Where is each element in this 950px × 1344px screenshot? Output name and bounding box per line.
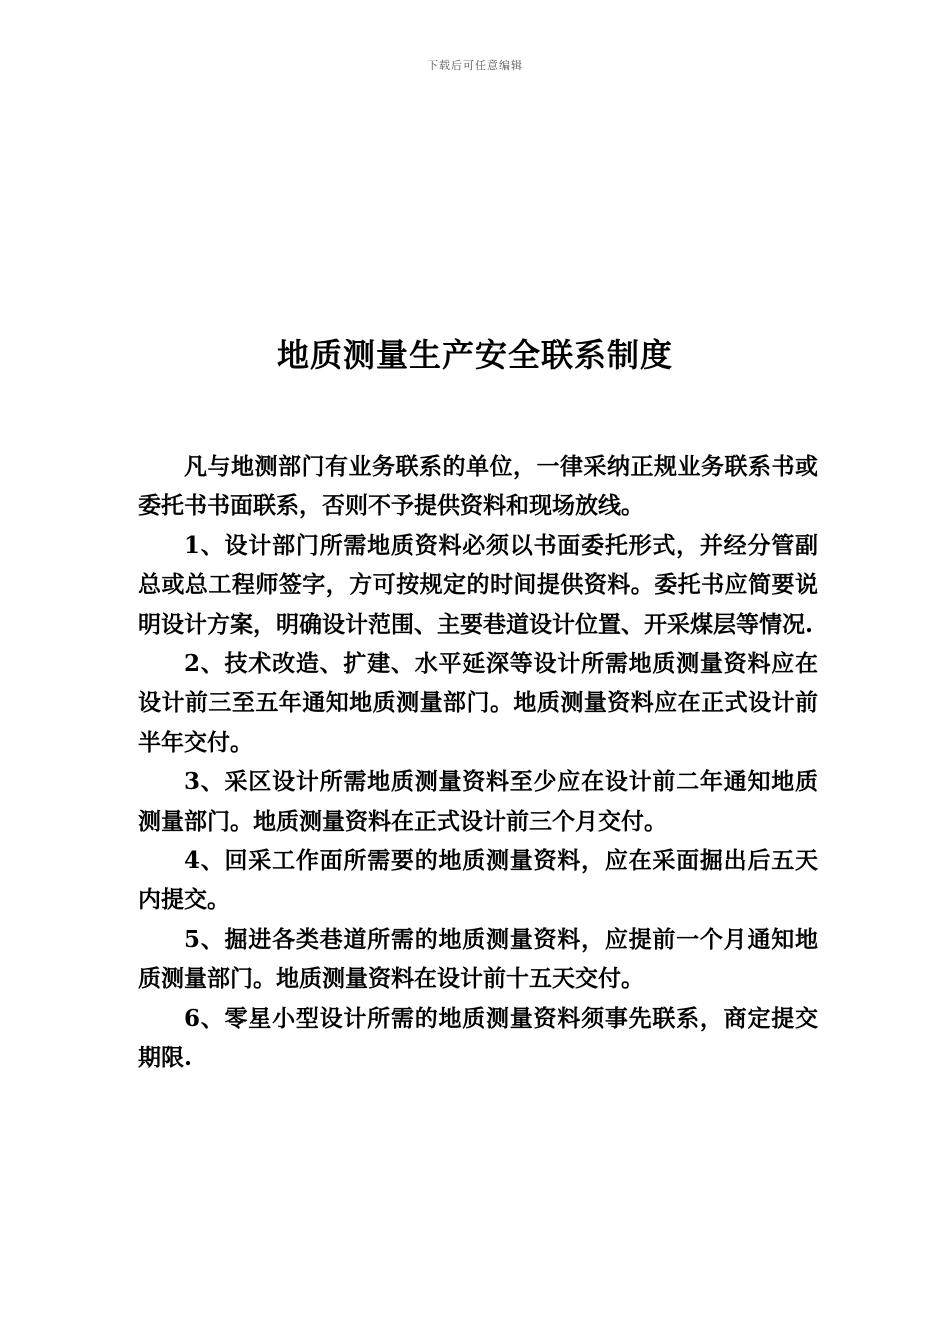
document-title: 地质测量生产安全联系制度 bbox=[276, 336, 673, 374]
paragraph-item-3: 3、采区设计所需地质测量资料至少应在设计前二年通知地质测量部门。地质测量资料在正式设计前三个月交付。 bbox=[138, 768, 818, 835]
paragraph-item-6: 6、零星小型设计所需的地质测量资料须事先联系，商定提交期限. bbox=[138, 1004, 818, 1072]
paragraph-item-4: 4、回采工作面所需要的地质测量资料，应在采面掘出后五天内提交。 bbox=[138, 847, 818, 914]
paragraph-intro: 凡与地测部门有业务联系的单位，一律采纳正规业务联系书或委托书书面联系，否则不予提供资料和现场放线。 bbox=[138, 453, 818, 520]
paragraph-item-2: 2、技术改造、扩建、水平延深等设计所需地质测量资料应在设计前三至五年通知地质测量部门。地质测量资料应在正式设计前半年交付。 bbox=[138, 650, 818, 756]
page-header: 下载后可任意编辑 bbox=[427, 59, 523, 72]
paragraph-item-5: 5、掘进各类巷道所需的地质测量资料，应提前一个月通知地质测量部门。地质测量资料在设计前十五天交付。 bbox=[138, 925, 818, 993]
document-body bbox=[138, 447, 818, 1078]
paragraph-item-1: 1、设计部门所需地质资料必须以书面委托形式，并经分管副总或总工程师签字，方可按规定的时间提供资料。委托书应简要说明设计方案，明确设计范围、主要巷道设计位置、开采煤层等情况. bbox=[138, 531, 818, 638]
